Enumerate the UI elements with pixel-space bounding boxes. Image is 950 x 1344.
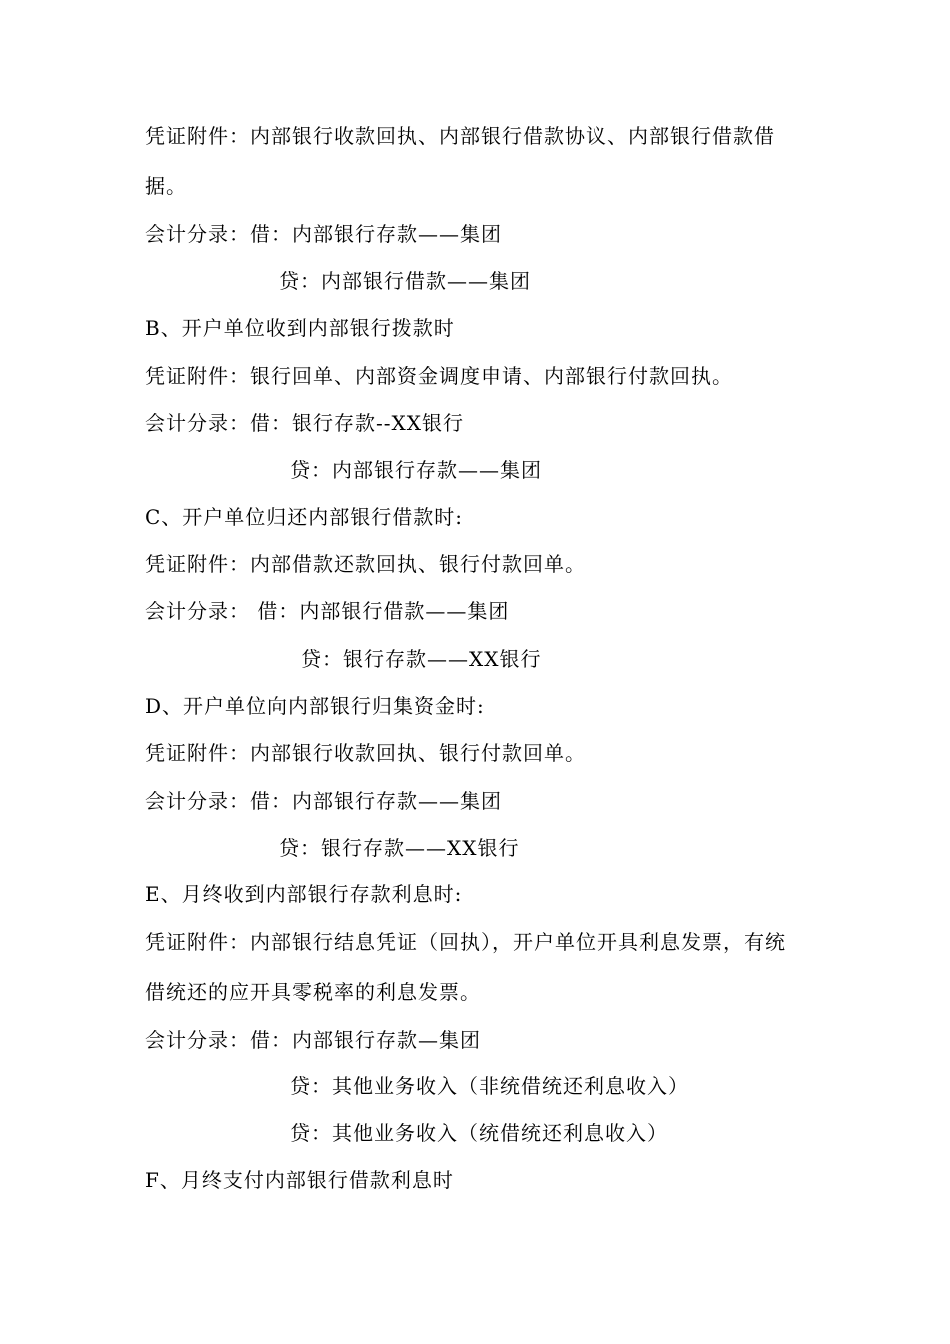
accounting-entry-debit-b: 会计分录：借：银行存款--XX银行 <box>145 411 464 435</box>
voucher-attachment-line-b: 凭证附件：银行回单、内部资金调度申请、内部银行付款回执。 <box>145 364 733 388</box>
voucher-attachment-line-1-cont: 据。 <box>145 174 187 198</box>
accounting-entry-debit-d: 会计分录：借：内部银行存款——集团 <box>145 789 502 813</box>
section-d-heading: D、开户单位向内部银行归集资金时: <box>145 694 485 718</box>
accounting-entry-credit-e-1: 贷：其他业务收入（非统借统还利息收入） <box>290 1074 689 1098</box>
voucher-attachment-line-e-cont: 借统还的应开具零税率的利息发票。 <box>145 980 481 1004</box>
voucher-attachment-line-1: 凭证附件：内部银行收款回执、内部银行借款协议、内部银行借款借 <box>145 124 775 148</box>
accounting-entry-credit-c: 贷：银行存款——XX银行 <box>301 647 542 671</box>
accounting-entry-debit-e: 会计分录：借：内部银行存款—集团 <box>145 1028 481 1052</box>
section-c-heading: C、开户单位归还内部银行借款时: <box>145 505 464 529</box>
accounting-entry-debit-c: 会计分录： 借：内部银行借款——集团 <box>145 599 510 623</box>
accounting-entry-debit-1: 会计分录：借：内部银行存款——集团 <box>145 222 502 246</box>
accounting-entry-credit-b: 贷：内部银行存款——集团 <box>290 458 542 482</box>
section-f-heading: F、月终支付内部银行借款利息时 <box>145 1168 454 1192</box>
accounting-entry-credit-d: 贷：银行存款——XX银行 <box>279 836 520 860</box>
voucher-attachment-line-c: 凭证附件：内部借款还款回执、银行付款回单。 <box>145 552 586 576</box>
accounting-entry-credit-1: 贷：内部银行借款——集团 <box>279 269 531 293</box>
accounting-entry-credit-e-2: 贷：其他业务收入（统借统还利息收入） <box>290 1121 668 1145</box>
section-b-heading: B、开户单位收到内部银行拨款时 <box>145 316 455 340</box>
voucher-attachment-line-e: 凭证附件：内部银行结息凭证（回执），开户单位开具利息发票，有统 <box>145 930 786 954</box>
voucher-attachment-line-d: 凭证附件：内部银行收款回执、银行付款回单。 <box>145 741 586 765</box>
section-e-heading: E、月终收到内部银行存款利息时: <box>145 882 463 906</box>
